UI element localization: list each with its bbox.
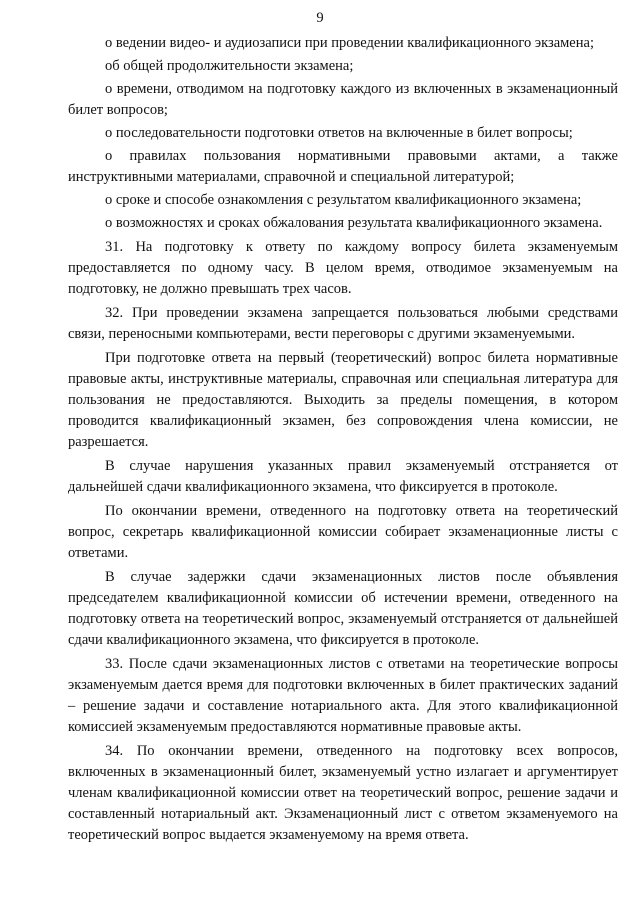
paragraph-collecting-sheets: По окончании времени, отведенного на подготовку ответа на теоретический вопрос, секретарь квалификационной комиссии собирает экзаменационные листы с ответами. <box>68 503 618 561</box>
document-body <box>68 33 618 849</box>
paragraph-preparation-time: о времени, отводимом на подготовку каждого из включенных в экзаменационный билет вопросов; <box>68 81 618 118</box>
paragraph-delay: В случае задержки сдачи экзаменационных листов после объявления председателем квалификационной комиссии об истечении времени, отведенного на подготовку ответа на теоретический вопрос, экзаменуемый отстраняется от дальнейшей сдачи квалификационного экзамена, что фиксируется в протоколе. <box>68 569 618 648</box>
paragraph-34: 34. По окончании времени, отведенного на подготовку всех вопросов, включенных в экзаменационный билет, экзаменуемый устно излагает и аргументирует членам квалификационной комиссии ответ на теоретический вопрос, решение задачи и составленный нотариальный акт. Экзаменационный лист с ответом экзаменуемого на теоретический вопрос выдается экзаменуемому на время ответа. <box>68 743 618 843</box>
paragraph-video-audio-recording: о ведении видео- и аудиозаписи при проведении квалификационного экзамена; <box>105 35 594 51</box>
paragraph-33: 33. После сдачи экзаменационных листов с ответами на теоретические вопросы экзаменуемым дается время для подготовки включенных в билет практических заданий – решение задачи и составление нотариального акта. Для этого квалификационной комиссией экзаменуемым предоставляются нормативные правовые акты. <box>68 656 618 735</box>
paragraph-31: 31. На подготовку к ответу по каждому вопросу билета экзаменуемым предоставляется по одному часу. В целом время, отводимое экзаменуемым на подготовку, не должно превышать трех часов. <box>68 239 618 297</box>
paragraph-appeal-options: о возможностях и сроках обжалования результата квалификационного экзамена. <box>105 215 603 231</box>
paragraph-violation: В случае нарушения указанных правил экзаменуемый отстраняется от дальнейшей сдачи квалификационного экзамена, что фиксируется в протоколе. <box>68 458 618 495</box>
paragraph-answer-sequence: о последовательности подготовки ответов на включенные в билет вопросы; <box>105 125 573 141</box>
page-number: 9 <box>316 10 324 26</box>
paragraph-theoretical-question-rules: При подготовке ответа на первый (теоретический) вопрос билета нормативные правовые акты, инструктивные материалы, справочная или специальная литература для пользования не предоставляются. Выходить за пределы помещения, в котором проводится квалификационный экзамен, без сопровождения члена комиссии, не разрешается. <box>68 350 618 450</box>
paragraph-exam-duration: об общей продолжительности экзамена; <box>105 58 354 74</box>
paragraph-32: 32. При проведении экзамена запрещается пользоваться любыми средствами связи, переносными компьютерами, вести переговоры с другими экзаменуемыми. <box>68 305 618 342</box>
paragraph-usage-rules: о правилах пользования нормативными правовыми актами, а также инструктивными материалами, справочной и специальной литературой; <box>68 148 618 185</box>
paragraph-result-notification: о сроке и способе ознакомления с результатом квалификационного экзамена; <box>105 192 582 208</box>
